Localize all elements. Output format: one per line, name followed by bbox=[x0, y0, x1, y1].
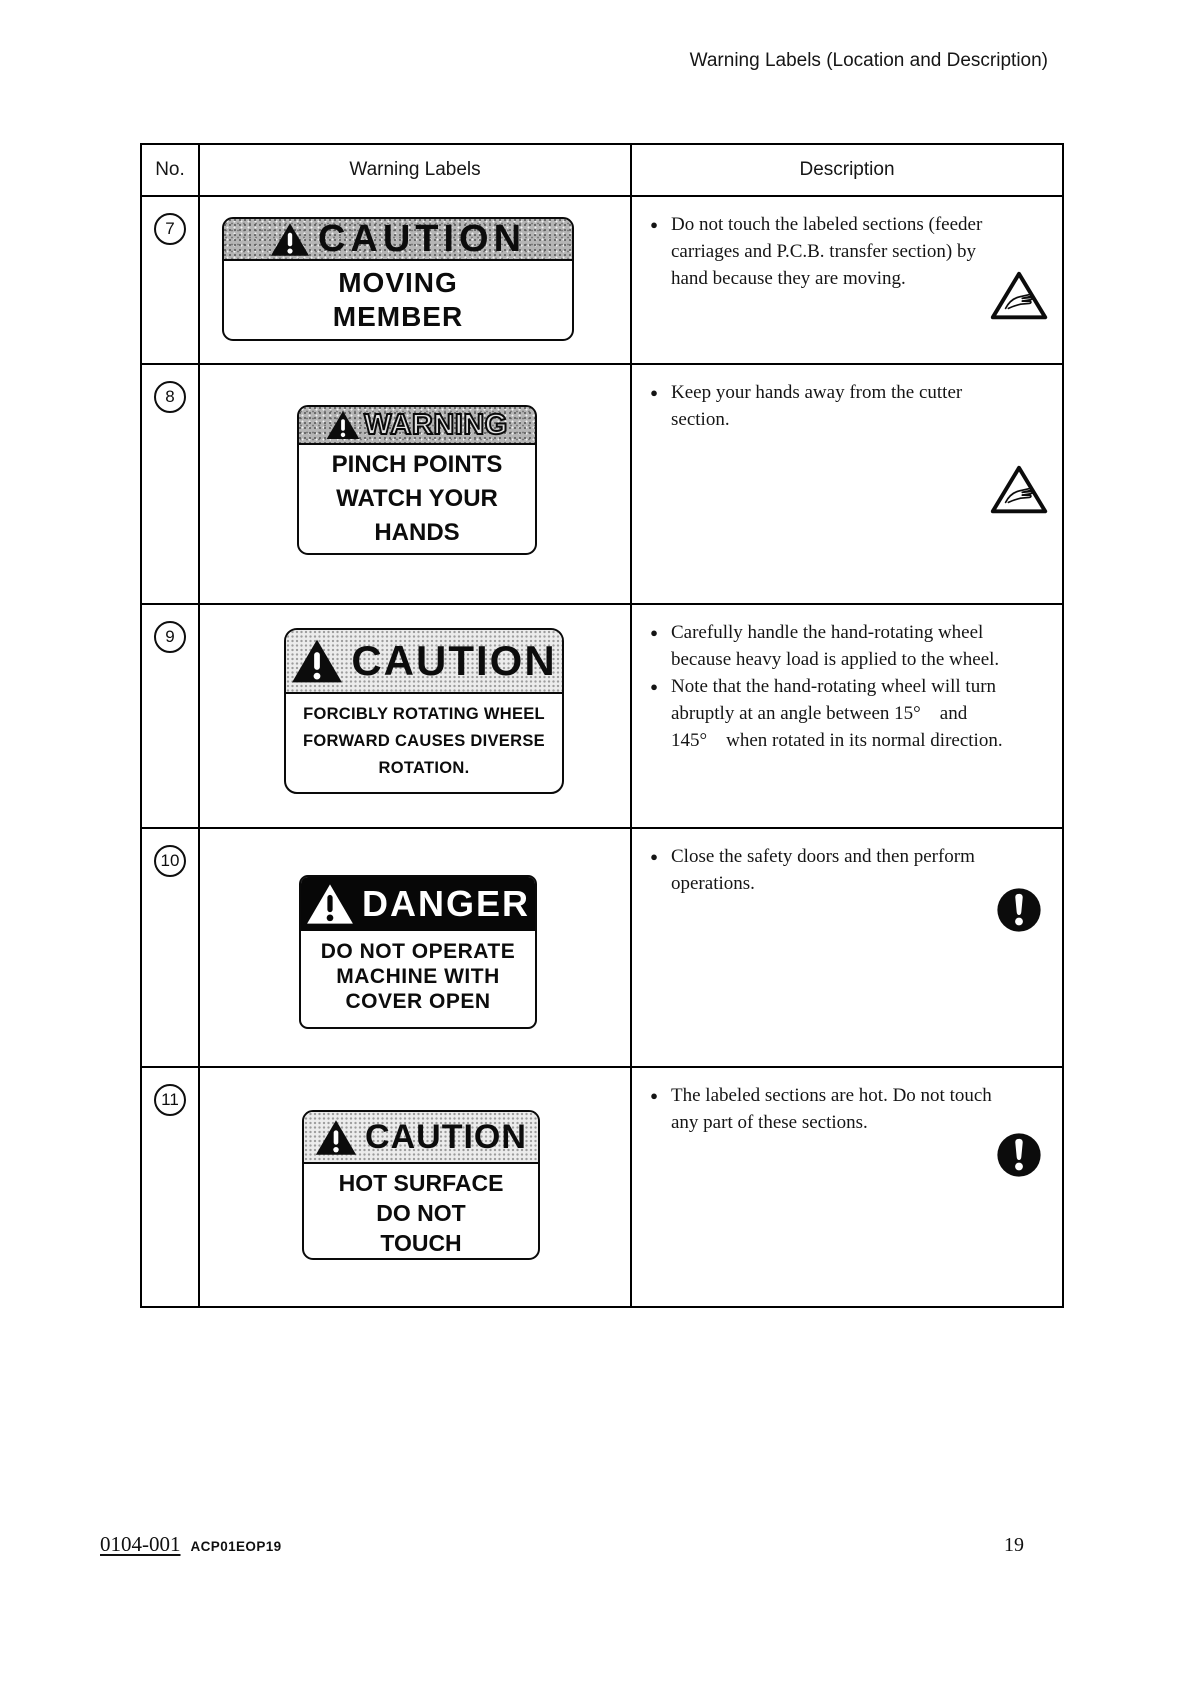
label-line: HOT SURFACE bbox=[338, 1170, 504, 1196]
col-header-warning-labels: Warning Labels bbox=[200, 145, 632, 195]
warning-triangle-icon bbox=[326, 410, 360, 440]
warning-label-cover-open bbox=[299, 875, 537, 1029]
table-row-11 bbox=[142, 1068, 1062, 1306]
description-cell bbox=[632, 365, 1062, 603]
bullet-icon: ● bbox=[650, 217, 658, 232]
row-number-badge: 9 bbox=[154, 621, 186, 653]
warning-label-cell bbox=[200, 365, 632, 603]
label-line: MEMBER bbox=[332, 301, 464, 332]
label-line: ROTATION. bbox=[378, 759, 470, 777]
row-number-badge: 7 bbox=[154, 213, 186, 245]
label-header-band bbox=[301, 877, 535, 931]
warning-triangle-icon bbox=[315, 1119, 357, 1156]
description-cell bbox=[632, 1068, 1062, 1306]
description-item bbox=[647, 379, 1050, 433]
warning-label-moving-member bbox=[222, 217, 574, 341]
bullet-icon: ● bbox=[650, 849, 658, 864]
warning-labels-table bbox=[140, 143, 1064, 1308]
row-no-cell bbox=[142, 605, 200, 827]
label-line: COVER OPEN bbox=[345, 990, 491, 1013]
warning-triangle-icon bbox=[270, 222, 310, 257]
pinch-point-icon bbox=[990, 463, 1048, 515]
warning-label-cell bbox=[200, 605, 632, 827]
warning-triangle-icon bbox=[306, 883, 354, 925]
severity-word: CAUTION bbox=[351, 637, 557, 684]
description-text: The labeled sections are hot. Do not touch any part of these sections. bbox=[671, 1085, 992, 1133]
warning-label-rotating-wheel bbox=[284, 628, 564, 794]
label-line: DO NOT OPERATE bbox=[320, 940, 516, 963]
label-header-band bbox=[286, 630, 562, 694]
col-header-description: Description bbox=[799, 159, 895, 180]
label-line: FORWARD CAUSES DIVERSE bbox=[303, 732, 545, 750]
table-row-10 bbox=[142, 829, 1062, 1068]
severity-word: CAUTION bbox=[365, 1117, 527, 1156]
description-list bbox=[647, 843, 1050, 897]
description-text: Close the safety doors and then perform operations. bbox=[671, 846, 975, 894]
label-header-band bbox=[304, 1112, 538, 1164]
mandatory-action-icon bbox=[996, 887, 1042, 933]
bullet-icon: ● bbox=[650, 385, 658, 400]
description-list bbox=[647, 1082, 1050, 1136]
label-line: TOUCH bbox=[380, 1230, 462, 1256]
description-text: Keep your hands away from the cutter section. bbox=[671, 382, 963, 430]
description-text: Carefully handle the hand-rotating wheel because heavy load is applied to the wheel. bbox=[671, 622, 1000, 670]
mandatory-action-icon bbox=[996, 1132, 1042, 1178]
pinch-point-icon bbox=[990, 269, 1048, 321]
col-header-no: No. bbox=[142, 145, 200, 195]
bullet-icon: ● bbox=[650, 625, 658, 640]
severity-word: WARNING bbox=[364, 408, 508, 441]
description-cell bbox=[632, 197, 1062, 363]
label-line: MACHINE WITH bbox=[336, 965, 500, 988]
table-row-8 bbox=[142, 365, 1062, 605]
document-number: 0104-001 bbox=[100, 1532, 181, 1556]
warning-label-cell bbox=[200, 1068, 632, 1306]
label-body bbox=[224, 261, 572, 334]
label-line: PINCH POINTS bbox=[331, 451, 503, 478]
warning-label-cell bbox=[200, 197, 632, 363]
label-line: DO NOT bbox=[376, 1200, 466, 1226]
label-body bbox=[286, 694, 562, 782]
bullet-icon: ● bbox=[650, 679, 658, 694]
description-item bbox=[647, 843, 1050, 897]
warning-triangle-icon bbox=[291, 638, 343, 684]
warning-label-pinch-points bbox=[297, 405, 537, 555]
label-header-band bbox=[224, 219, 572, 261]
description-cell bbox=[632, 605, 1062, 827]
description-item bbox=[647, 619, 1050, 673]
warning-label-hot-surface bbox=[302, 1110, 540, 1260]
table-row-9 bbox=[142, 605, 1062, 829]
severity-word: CAUTION bbox=[317, 217, 527, 260]
description-item bbox=[647, 673, 1050, 754]
page-footer bbox=[100, 1532, 1024, 1557]
label-body bbox=[301, 931, 535, 1014]
row-no-cell bbox=[142, 365, 200, 603]
description-text: Do not touch the labeled sections (feeder carriages and P.C.B. transfer section) by hand because they are moving. bbox=[671, 214, 983, 289]
page-header: Warning Labels (Location and Description) bbox=[689, 50, 1048, 71]
row-no-cell bbox=[142, 829, 200, 1066]
row-no-cell bbox=[142, 1068, 200, 1306]
description-list bbox=[647, 379, 1050, 433]
label-line: FORCIBLY ROTATING WHEEL bbox=[303, 705, 545, 723]
table-header-row bbox=[142, 145, 1062, 197]
label-line: MOVING bbox=[338, 267, 458, 298]
page-number: 19 bbox=[1004, 1534, 1024, 1556]
row-number-badge: 8 bbox=[154, 381, 186, 413]
description-text: Note that the hand-rotating wheel will turn abruptly at an angle between 15° and 145° when rotated in its normal direction. bbox=[671, 676, 1003, 751]
document-code: ACP01EOP19 bbox=[190, 1539, 282, 1554]
label-line: HANDS bbox=[374, 519, 460, 546]
bullet-icon: ● bbox=[650, 1088, 658, 1103]
warning-label-cell bbox=[200, 829, 632, 1066]
description-item bbox=[647, 1082, 1050, 1136]
row-number-badge: 10 bbox=[154, 845, 186, 877]
row-number-badge: 11 bbox=[154, 1084, 186, 1116]
description-list bbox=[647, 619, 1050, 754]
table-row-7 bbox=[142, 197, 1062, 365]
description-cell bbox=[632, 829, 1062, 1066]
label-header-band bbox=[299, 407, 535, 445]
severity-word: DANGER bbox=[361, 883, 530, 924]
label-line: WATCH YOUR bbox=[336, 485, 498, 512]
label-body bbox=[299, 445, 535, 550]
row-no-cell bbox=[142, 197, 200, 363]
label-body bbox=[304, 1164, 538, 1258]
